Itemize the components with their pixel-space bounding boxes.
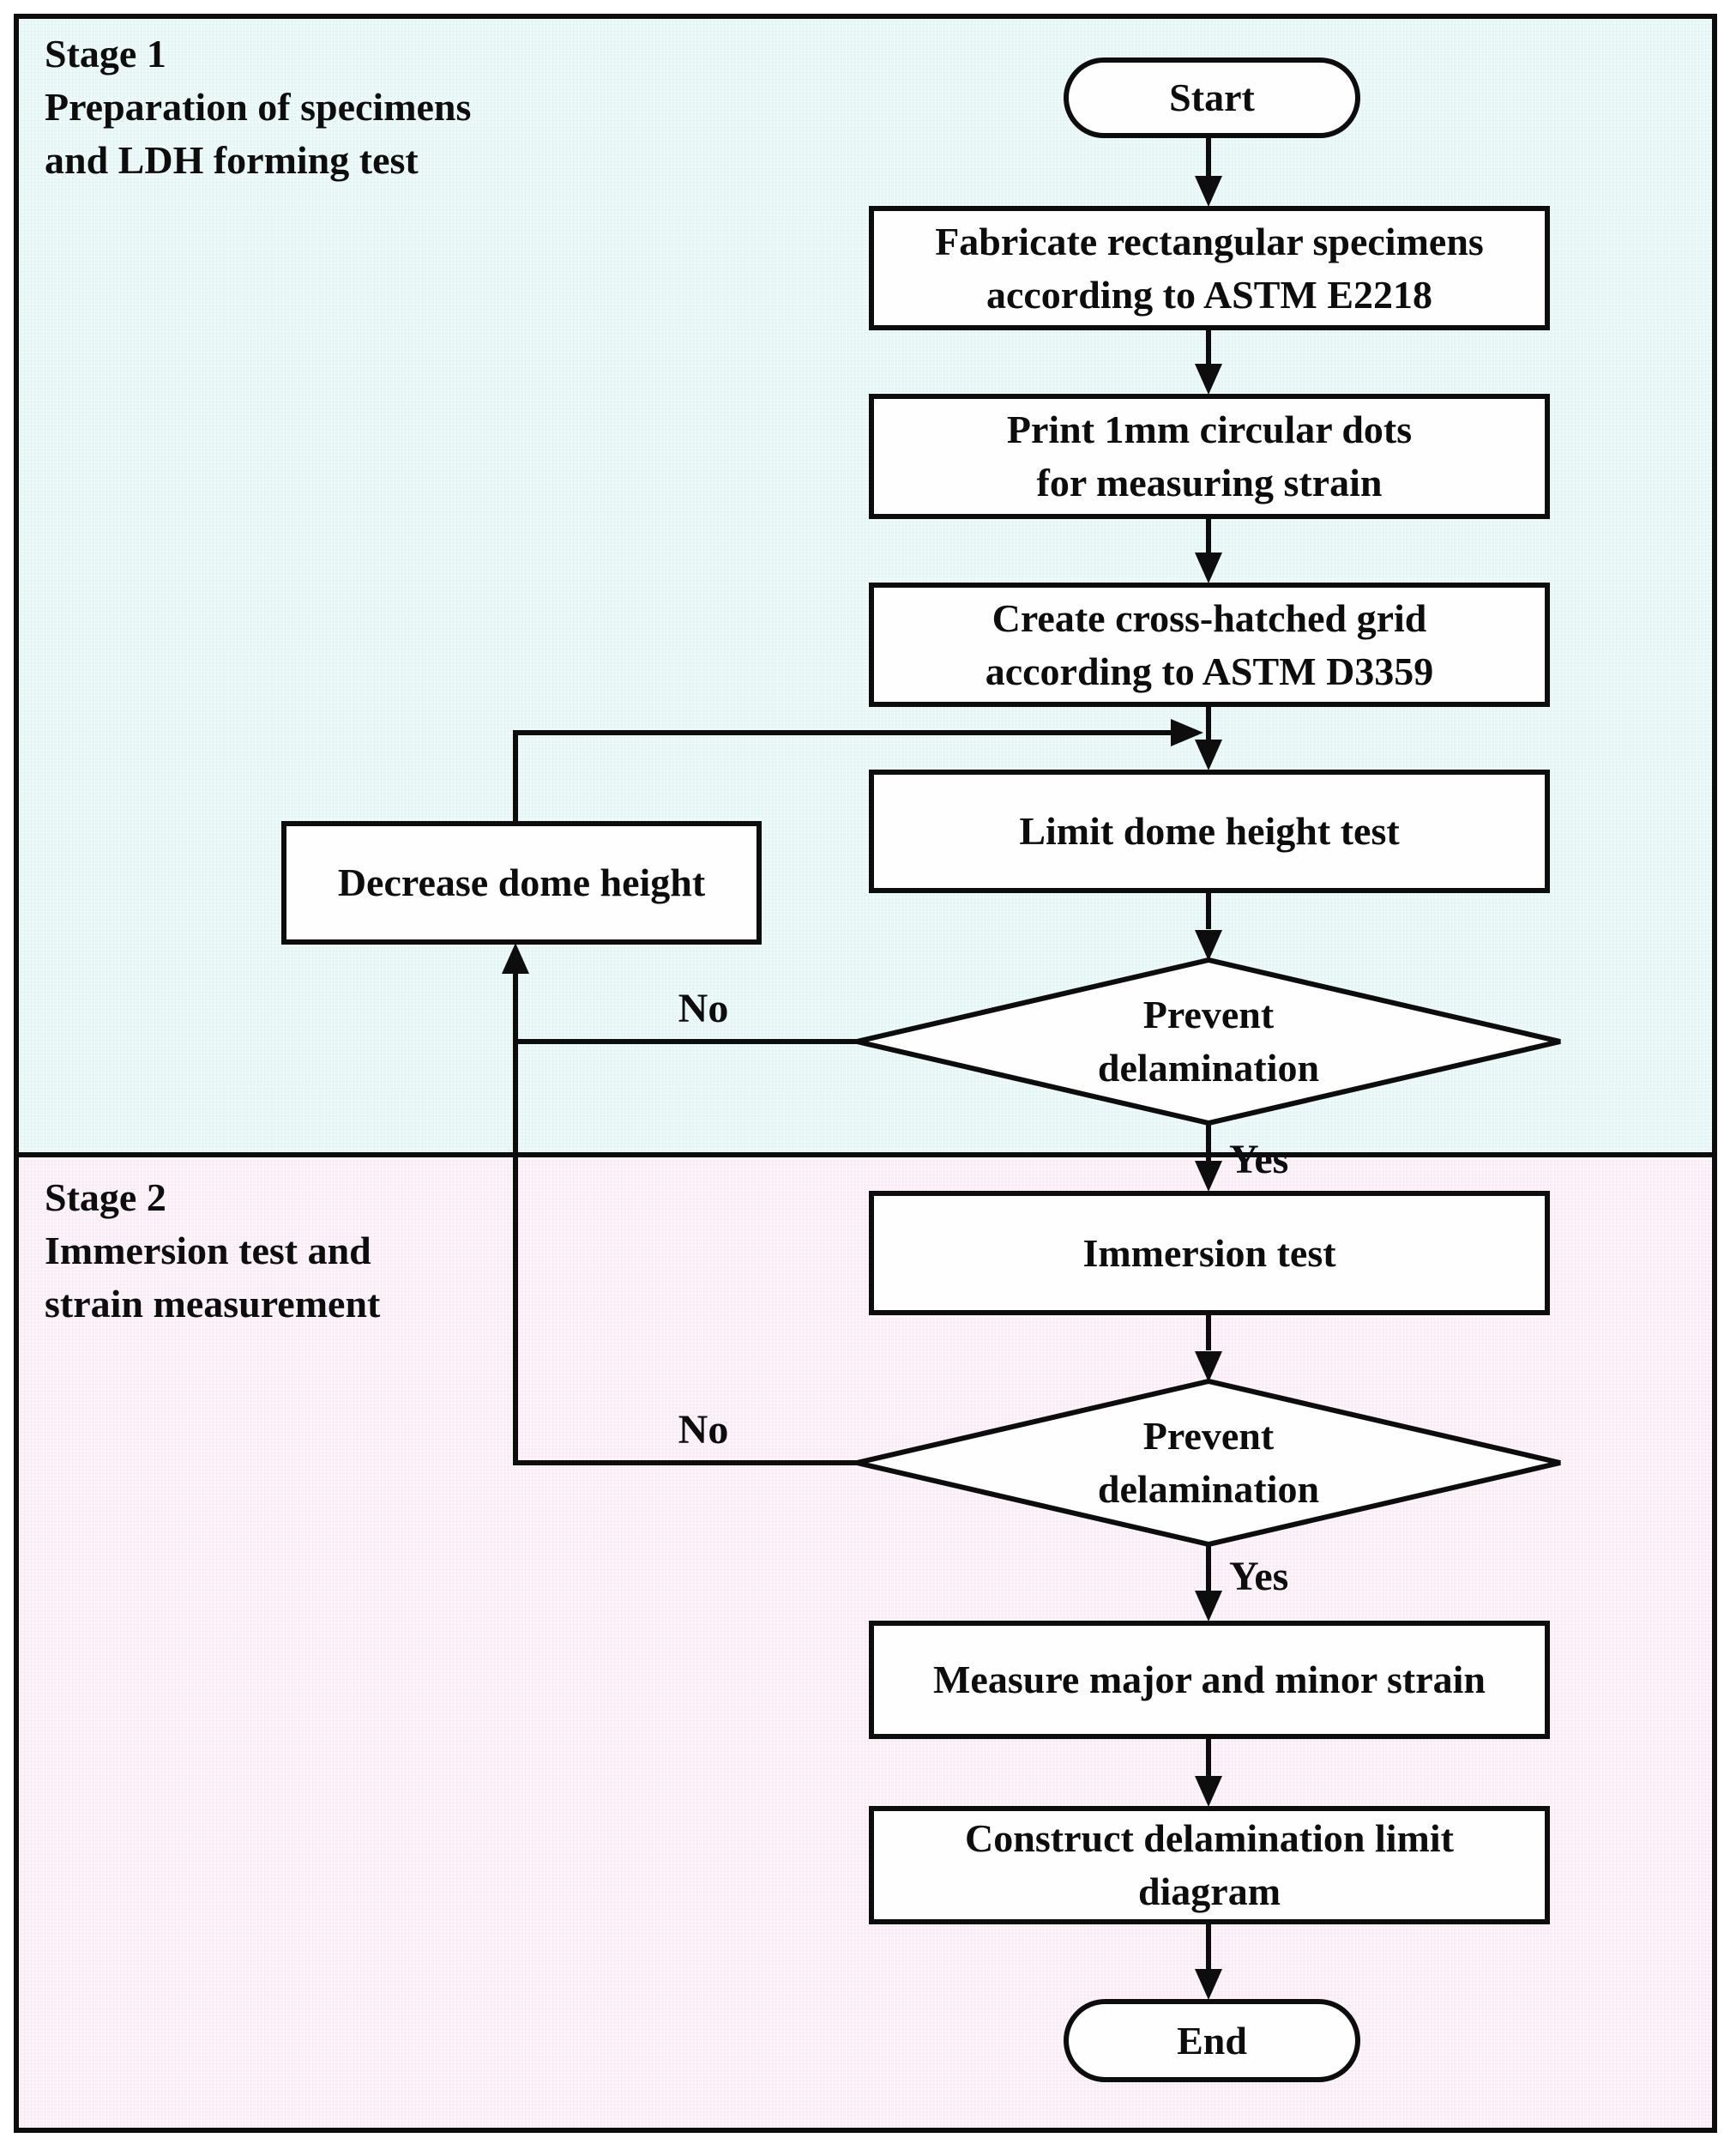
arrowhead-decision2 xyxy=(1195,1351,1222,1382)
print-line1: Print 1mm circular dots xyxy=(1006,408,1413,451)
fabricate-specimens-node xyxy=(869,206,1550,330)
stage1-label-line3: and LDH forming test xyxy=(45,138,419,182)
end-label: End xyxy=(1177,2018,1247,2062)
start-label: Start xyxy=(1169,75,1255,119)
arrowhead-grid xyxy=(1195,553,1222,583)
stage1-label-line1: Stage 1 xyxy=(45,32,166,75)
stage2-label-line3: strain measurement xyxy=(45,1282,381,1326)
stage1-label-line2: Preparation of specimens xyxy=(45,85,472,129)
measure-label: Measure major and minor strain xyxy=(933,1658,1486,1701)
print-dots-node xyxy=(869,394,1550,519)
cross-hatched-grid-node xyxy=(869,583,1550,707)
limit-dome-height-test-node xyxy=(869,770,1550,893)
decision2-yes-label: Yes xyxy=(1229,1554,1289,1599)
arrowhead-decrease xyxy=(502,943,529,974)
immersion-test-node xyxy=(869,1191,1550,1315)
arrowhead-measure xyxy=(1195,1591,1222,1622)
fabricate-line2: according to ASTM E2218 xyxy=(986,272,1433,317)
arrowhead-decision1 xyxy=(1195,930,1222,961)
immersion-label: Immersion test xyxy=(1082,1230,1336,1275)
arrowhead-immersion xyxy=(1195,1161,1222,1192)
construct-diagram-node xyxy=(869,1806,1550,1924)
decrease-dome-height-node xyxy=(281,821,762,945)
print-line2: for measuring strain xyxy=(1036,461,1383,504)
start-node xyxy=(1064,57,1360,138)
stage1-label xyxy=(45,27,471,187)
arrowhead-print xyxy=(1195,364,1222,395)
decision2-line2: delamination xyxy=(1097,1467,1320,1511)
construct-line2: diagram xyxy=(1137,1869,1281,1913)
decision2-label xyxy=(951,1390,1466,1536)
stage2-label-line1: Stage 2 xyxy=(45,1175,166,1219)
decision1-line1: Prevent xyxy=(1142,993,1275,1036)
arrowhead-construct xyxy=(1195,1776,1222,1807)
stage2-label-line2: Immersion test and xyxy=(45,1229,371,1272)
arrowhead-ldh xyxy=(1195,740,1222,770)
decision1-yes-label: Yes xyxy=(1229,1137,1289,1182)
arrowhead-fabricate xyxy=(1195,176,1222,207)
arrowhead-end xyxy=(1195,1969,1222,2000)
decision2-line1: Prevent xyxy=(1142,1414,1275,1458)
ldh-label: Limit dome height test xyxy=(1019,809,1400,853)
decision1-no-label: No xyxy=(678,986,729,1031)
grid-line1: Create cross-hatched grid xyxy=(992,595,1427,640)
measure-strain-node xyxy=(869,1621,1550,1739)
grid-line2: according to ASTM D3359 xyxy=(985,649,1434,693)
decision1-line2: delamination xyxy=(1097,1046,1320,1090)
edge-decision2-no xyxy=(515,974,857,1463)
construct-line1: Construct delamination limit xyxy=(965,1816,1454,1860)
decision2-no-label: No xyxy=(678,1407,729,1452)
fabricate-line1: Fabricate rectangular specimens xyxy=(935,219,1484,263)
stage2-label xyxy=(45,1171,380,1331)
decision1-label xyxy=(951,969,1466,1114)
decrease-label: Decrease dome height xyxy=(337,861,706,904)
end-node xyxy=(1064,1999,1360,2082)
